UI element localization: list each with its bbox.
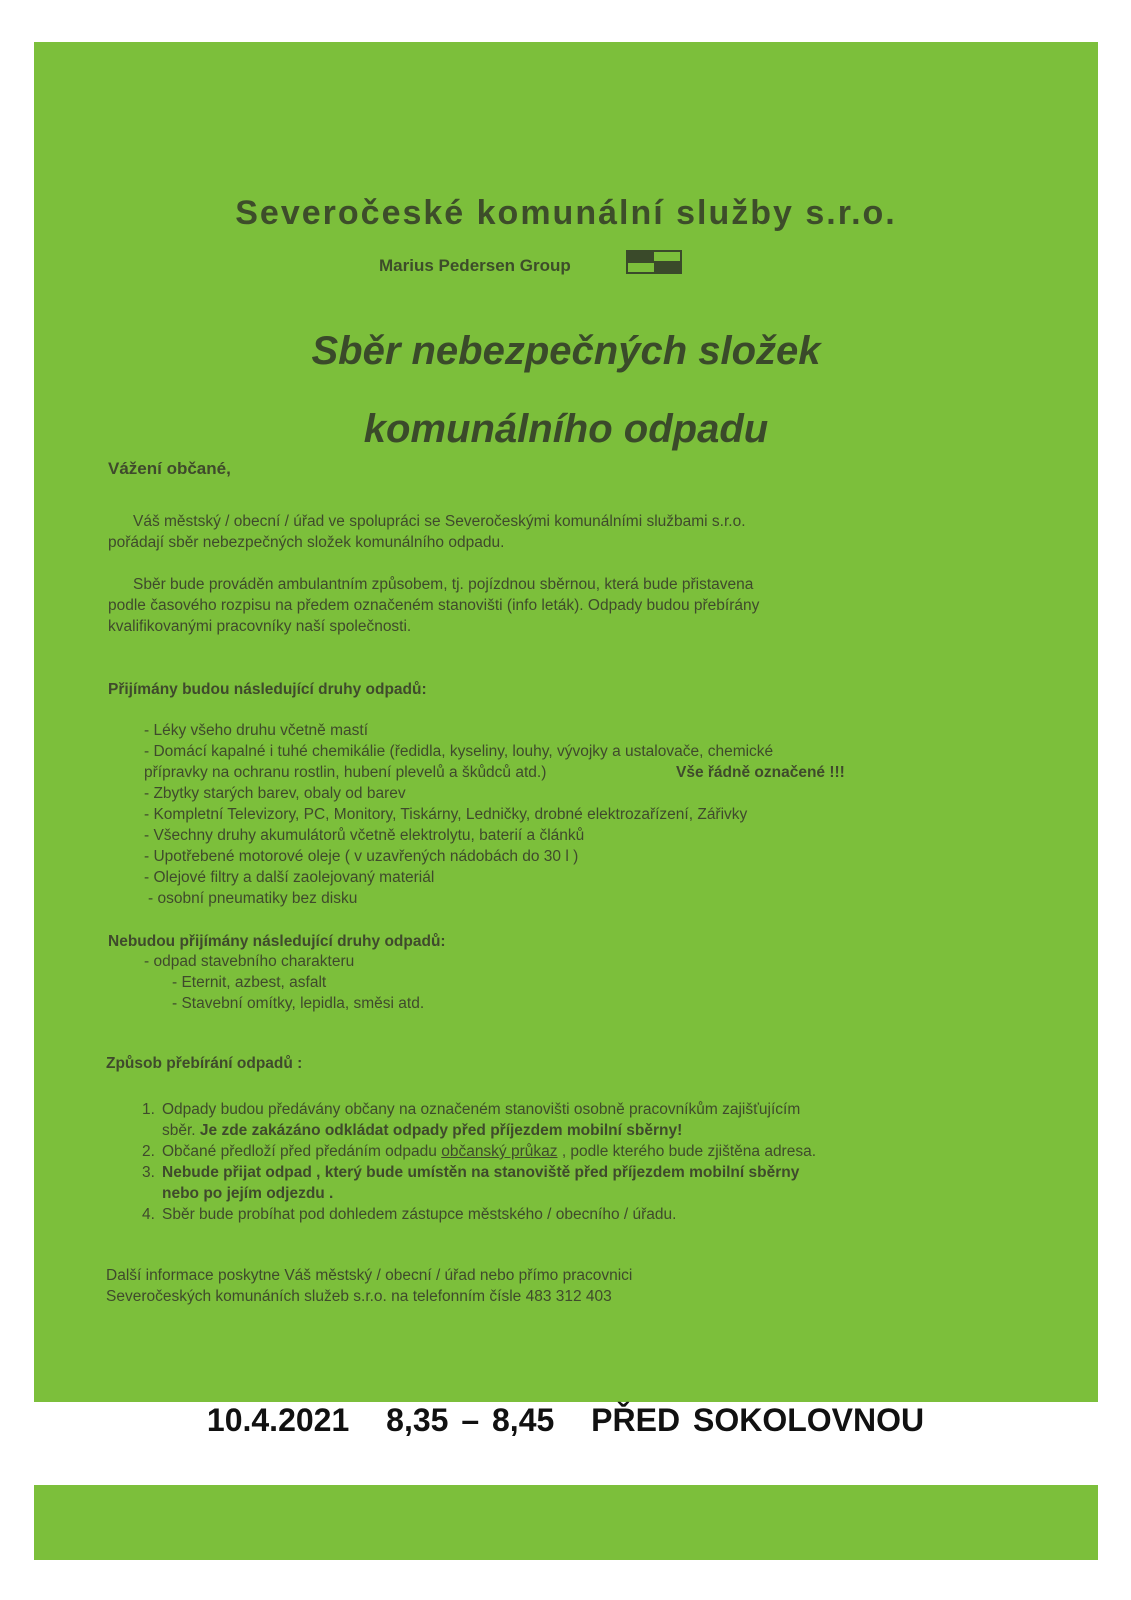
event-date: 10.4.2021 [206, 1402, 350, 1438]
method-line: Nebude přijat odpad , který bude umístěn na stanoviště před příjezdem mobilní sběrny [162, 1164, 800, 1181]
page-title-line-1: Sběr nebezpečných složek [311, 329, 821, 373]
flyer-bottom-strip [34, 1485, 1098, 1560]
list-item: - Všechny druhy akumulátorů včetně elektrolytu, baterií a článků [144, 827, 585, 844]
list-item: - Zbytky starých barev, obaly od barev [144, 785, 406, 802]
list-item: přípravky na ochranu rostlin, hubení plevelů a škůdců atd.) [144, 764, 547, 781]
rejected-heading: Nebudou přijímány následující druhy odpadů: [108, 933, 446, 950]
list-number: 1. [142, 1101, 155, 1118]
group-name: Marius Pedersen Group [379, 256, 571, 275]
method-heading: Způsob přebírání odpadů : [106, 1055, 303, 1072]
list-item: - Domácí kapalné i tuhé chemikálie (ředidla, kyseliny, louhy, vývojky a ustalovače, chemické [144, 743, 774, 760]
list-item: - Kompletní Televizory, PC, Monitory, Tiskárny, Ledničky, drobné elektrozařízení, Zářivky [144, 806, 748, 823]
event-place: PŘED SOKOLOVNOU [591, 1402, 925, 1438]
intro-line: podle časového rozpisu na předem označeném stanovišti (info leták). Odpady budou přebírány [108, 597, 760, 614]
company-logo-icon [626, 250, 682, 274]
labelling-note: Vše řádně označené !!! [676, 764, 845, 781]
list-number: 2. [142, 1143, 155, 1160]
list-item: - Eternit, azbest, asfalt [172, 974, 327, 991]
accepted-heading: Přijímány budou následující druhy odpadů: [108, 681, 427, 698]
list-number: 3. [142, 1164, 155, 1181]
company-name: Severočeské komunální služby s.r.o. [235, 194, 897, 232]
page-title-line-2: komunálního odpadu [363, 407, 769, 451]
intro-line: Váš městský / obecní / úřad ve spolupráci se Severočeskými komunálními službami s.r.o. [133, 513, 746, 530]
contact-line: Další informace poskytne Váš městský / obecní / úřad nebo přímo pracovnici [106, 1267, 633, 1284]
intro-line: kvalifikovanými pracovníky naší společnosti. [108, 618, 412, 635]
list-item: - osobní pneumatiky bez disku [148, 890, 358, 907]
flyer-sheet [34, 42, 1098, 1402]
intro-line: Sběr bude prováděn ambulantním způsobem, tj. pojízdnou sběrnou, která bude přistavena [133, 576, 754, 593]
event-banner [0, 1395, 1131, 1445]
intro-line: pořádají sběr nebezpečných složek komunálního odpadu. [108, 534, 505, 551]
list-item: - odpad stavebního charakteru [144, 953, 355, 970]
method-line: Občané předloží před předáním odpadu občanský průkaz , podle kterého bude zjištěna adresa. [162, 1143, 817, 1160]
event-time: 8,35 – 8,45 [386, 1402, 555, 1438]
list-item: - Stavební omítky, lepidla, směsi atd. [172, 995, 425, 1012]
list-item: - Upotřebené motorové oleje ( v uzavřených nádobách do 30 l ) [144, 848, 579, 865]
list-item: - Léky všeho druhu včetně mastí [144, 722, 369, 739]
method-line: Sběr bude probíhat pod dohledem zástupce městského / obecního / úřadu. [162, 1206, 677, 1223]
method-line: nebo po jejím odjezdu . [162, 1185, 334, 1202]
greeting: Vážení občané, [108, 459, 231, 478]
contact-line: Severočeských komunáních služeb s.r.o. na telefonním čísle 483 312 403 [106, 1288, 612, 1305]
method-line: Odpady budou předávány občany na označeném stanovišti osobně pracovníkům zajišťujícím [162, 1101, 801, 1118]
list-number: 4. [142, 1206, 155, 1223]
method-line: sběr. Je zde zakázáno odkládat odpady před příjezdem mobilní sběrny! [162, 1122, 683, 1139]
list-item: - Olejové filtry a další zaolejovaný materiál [144, 869, 435, 886]
